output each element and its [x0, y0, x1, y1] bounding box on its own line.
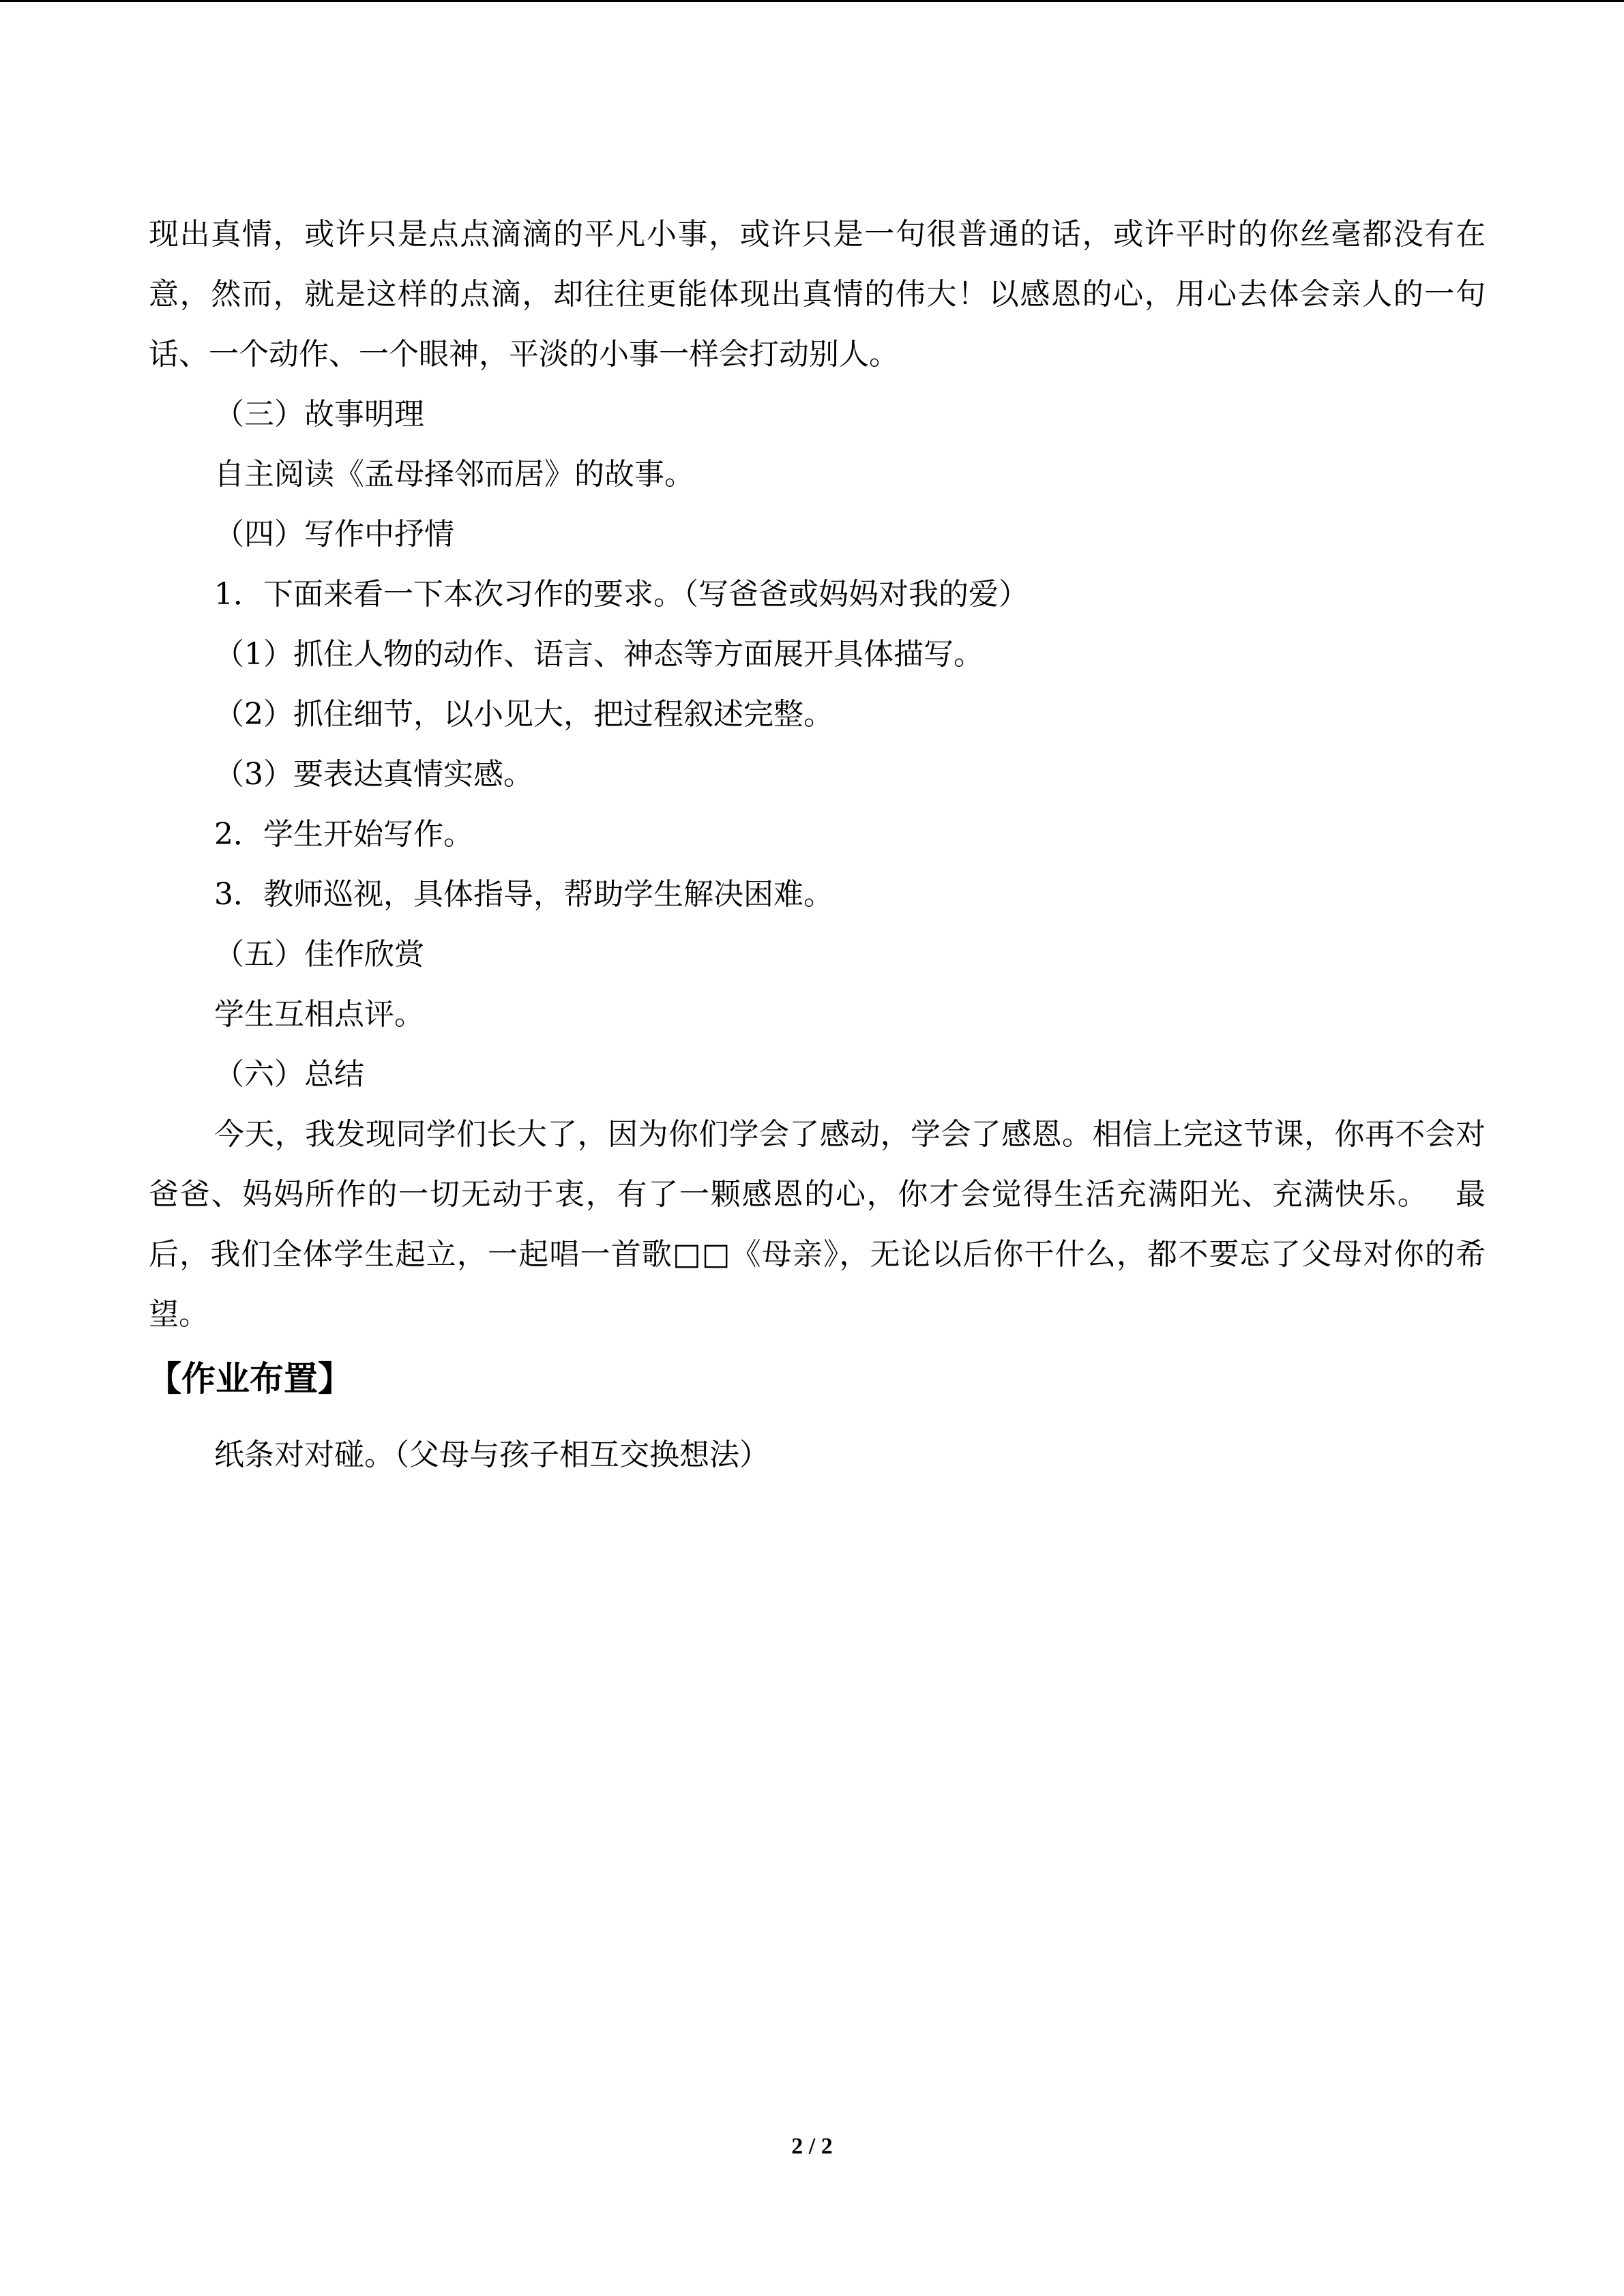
list-subitem-3: （3）要表达真情实感。	[214, 757, 533, 792]
paragraph-continuation: 现出真情，或许只是点点滴滴的平凡小事，或许只是一句很普通的话，或许平时的你丝毫都没有在意，然而，就是这样的点滴，却往往更能体现出真情的伟大！以感恩的心，用心去体会亲人的一句话、一个动作、一个眼神，平淡的小事一样会打动别人。	[149, 217, 1486, 372]
paragraph-peer-review: 学生互相点评。	[214, 997, 424, 1032]
homework-text: 纸条对对碰。（父母与孩子相互交换想法）	[214, 1437, 769, 1472]
homework-heading: 【作业布置】	[147, 1359, 352, 1399]
page-number: 2 / 2	[791, 2134, 833, 2159]
paragraph-summary: 今天，我发现同学们长大了，因为你们学会了感动，学会了感恩。相信上完这节课，你再不会对爸爸、妈妈所作的一切无动于衷，有了一颗感恩的心，你才会觉得生活充满阳光、充满快乐。 最后，我们全体学生起立，一起唱一首歌□□《母亲》，无论以后你干什么，都不要忘了父母对你的希望。	[149, 1117, 1486, 1332]
section-heading-appreciation: （五）佳作欣赏	[214, 937, 424, 972]
list-subitem-2: （2）抓住细节，以小见大，把过程叙述完整。	[214, 697, 833, 732]
section-heading-writing: （四）写作中抒情	[214, 517, 454, 552]
page-top-border	[0, 0, 1624, 2]
list-item-teacher-guidance: 3．教师巡视，具体指导，帮助学生解决困难。	[214, 877, 833, 912]
list-item-requirements: 1．下面来看一下本次习作的要求。（写爸爸或妈妈对我的爱）	[214, 577, 1029, 612]
paragraph-reading: 自主阅读《孟母择邻而居》的故事。	[214, 457, 694, 492]
section-heading-story: （三）故事明理	[214, 397, 424, 432]
document-body	[149, 205, 1486, 1485]
list-subitem-1: （1）抓住人物的动作、语言、神态等方面展开具体描写。	[214, 637, 984, 672]
list-item-start-writing: 2．学生开始写作。	[214, 817, 473, 852]
section-heading-summary: （六）总结	[214, 1057, 364, 1092]
